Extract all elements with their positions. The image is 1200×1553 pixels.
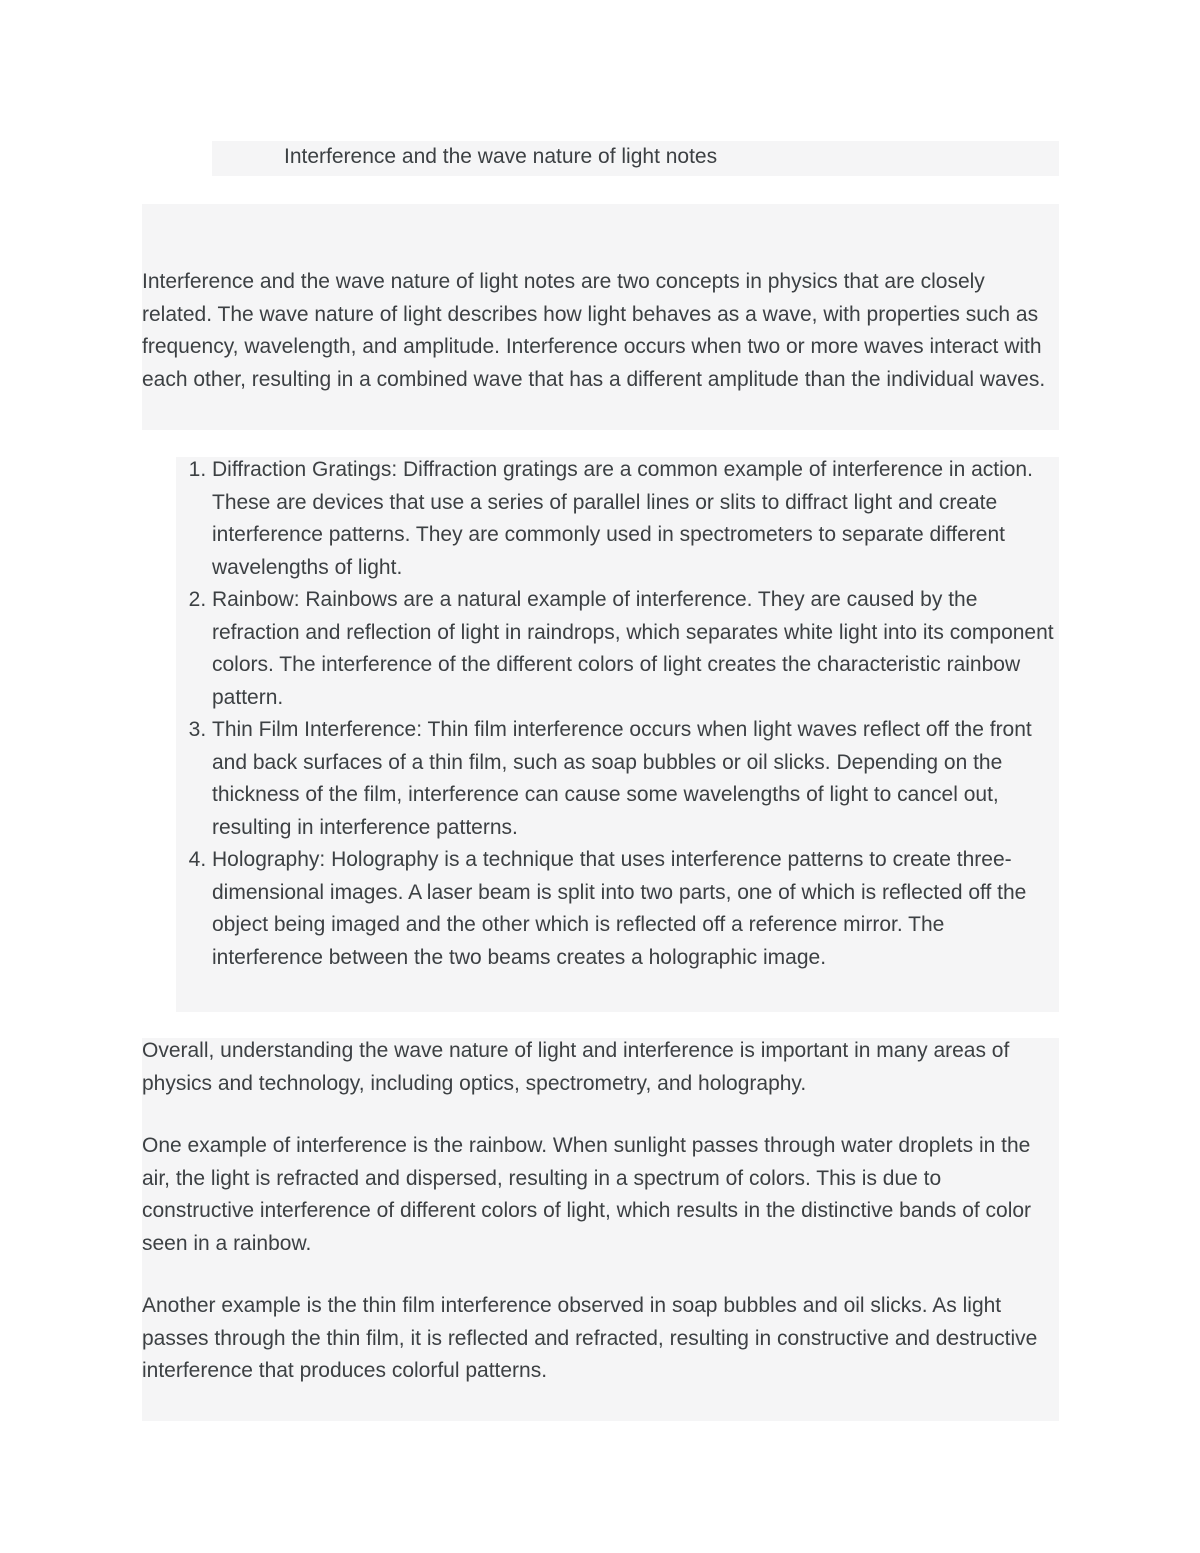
list-item: 2. Rainbow: Rainbows are a natural example of interference. They are caused by the refraction and reflection of light in raindrops, which separates white light into its component colors. The interference of the different colors of light creates the characteristic rainbow pattern. <box>212 584 1059 714</box>
list-item: 3. Thin Film Interference: Thin film interference occurs when light waves reflect off the front and back surfaces of a thin film, such as soap bubbles or oil slicks. Depending on the thickness of the film, interference can cause some wavelengths of light to cancel out, resulting in interference patterns. <box>212 714 1059 844</box>
list-item: 4. Holography: Holography is a technique that uses interference patterns to create three-dimensional images. A laser beam is split into two parts, one of which is reflected off the object being imaged and the other which is reflected off a reference mirror. The interference between the two beams creates a holographic image. <box>212 844 1059 974</box>
rainbow-example-paragraph: One example of interference is the rainbow. When sunlight passes through water droplets in the air, the light is refracted and dispersed, resulting in a spectrum of colors. This is due to constructive interference of different colors of light, which results in the distinctive bands of color seen in a rainbow. <box>142 1134 1032 1255</box>
intro-block <box>142 204 1059 430</box>
list-item: 1. Diffraction Gratings: Diffraction gratings are a common example of interference in action. These are devices that use a series of parallel lines or slits to diffract light and create interference patterns. They are commonly used in spectrometers to separate different wavelengths of light. <box>212 454 1059 584</box>
thin-film-example-paragraph: Another example is the thin film interference observed in soap bubbles and oil slicks. As light passes through the thin film, it is reflected and refracted, resulting in constructive and destructive interference that produces colorful patterns. <box>142 1294 1038 1382</box>
intro-paragraph: Interference and the wave nature of light notes are two concepts in physics that are closely related. The wave nature of light describes how light behaves as a wave, with properties such as frequency, wavelength, and amplitude. Interference occurs when two or more waves interact with each other, resulting in a combined wave that has a different amplitude than the individual waves. <box>142 270 1046 391</box>
examples-list <box>176 454 1059 974</box>
document-title: Interference and the wave nature of light notes <box>284 145 718 168</box>
conclusion-block <box>142 1038 1059 1421</box>
overall-paragraph: Overall, understanding the wave nature of light and interference is important in many areas of physics and technology, including optics, spectrometry, and holography. <box>142 1039 1010 1095</box>
title-block <box>212 141 1059 176</box>
examples-list-block <box>176 457 1059 1012</box>
